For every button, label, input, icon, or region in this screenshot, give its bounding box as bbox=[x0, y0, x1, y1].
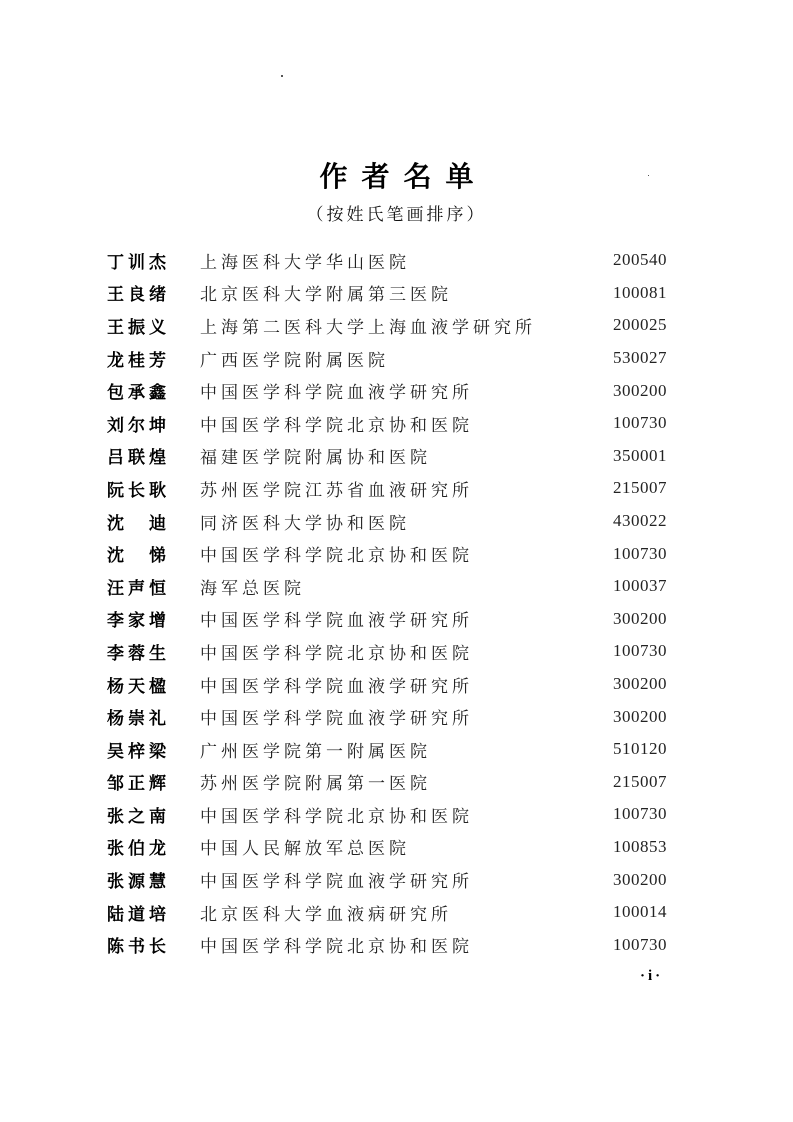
author-institution: 北京医科大学附属第三医院 bbox=[200, 285, 452, 306]
author-name: 吕联煌 bbox=[107, 448, 170, 469]
author-institution: 苏州医学院江苏省血液研究所 bbox=[200, 480, 473, 501]
author-postcode: 300200 bbox=[613, 608, 667, 628]
author-postcode: 100730 bbox=[613, 641, 667, 661]
author-postcode: 300200 bbox=[613, 380, 667, 400]
author-name: 丁训杰 bbox=[107, 252, 170, 273]
author-institution: 中国医学科学院血液学研究所 bbox=[200, 676, 473, 697]
author-postcode: 430022 bbox=[613, 511, 667, 531]
author-postcode: 200025 bbox=[613, 315, 667, 335]
author-postcode: 215007 bbox=[613, 478, 667, 498]
author-institution: 上海医科大学华山医院 bbox=[200, 252, 410, 273]
author-institution: 广州医学院第一附属医院 bbox=[200, 741, 431, 762]
author-name: 陆道培 bbox=[107, 904, 170, 925]
page-title: 作者名单 bbox=[319, 160, 488, 193]
author-row bbox=[107, 537, 667, 570]
author-name: 沈 悌 bbox=[107, 546, 170, 567]
author-institution: 中国医学科学院北京协和医院 bbox=[200, 546, 473, 567]
author-institution: 中国医学科学院血液学研究所 bbox=[200, 383, 473, 404]
author-row bbox=[107, 766, 667, 799]
author-institution: 广西医学院附属医院 bbox=[200, 350, 389, 371]
author-institution: 苏州医学院附属第一医院 bbox=[200, 774, 431, 795]
author-row bbox=[107, 407, 667, 440]
author-row bbox=[107, 831, 667, 864]
author-institution: 中国医学科学院血液学研究所 bbox=[200, 872, 473, 893]
author-institution: 福建医学院附属协和医院 bbox=[200, 448, 431, 469]
author-row bbox=[107, 244, 667, 277]
author-row bbox=[107, 342, 667, 375]
author-row bbox=[107, 505, 667, 538]
author-name: 邹正辉 bbox=[107, 774, 170, 795]
author-row bbox=[107, 472, 667, 505]
author-row bbox=[107, 733, 667, 766]
author-name: 李家增 bbox=[107, 611, 170, 632]
author-institution: 上海第二医科大学上海血液学研究所 bbox=[200, 317, 536, 338]
author-row bbox=[107, 896, 667, 929]
author-row bbox=[107, 928, 667, 961]
author-name: 王良绪 bbox=[107, 285, 170, 306]
author-postcode: 350001 bbox=[613, 445, 667, 465]
author-row bbox=[107, 309, 667, 342]
author-postcode: 215007 bbox=[613, 771, 667, 791]
author-institution: 中国医学科学院北京协和医院 bbox=[200, 415, 473, 436]
author-postcode: 100730 bbox=[613, 804, 667, 824]
author-postcode: 510120 bbox=[613, 739, 667, 759]
scan-speck bbox=[281, 75, 283, 77]
author-name: 包承鑫 bbox=[107, 383, 170, 404]
author-institution: 中国人民解放军总医院 bbox=[200, 839, 410, 860]
author-postcode: 100730 bbox=[613, 934, 667, 954]
author-postcode: 100730 bbox=[613, 543, 667, 563]
author-postcode: 300200 bbox=[613, 706, 667, 726]
author-row bbox=[107, 374, 667, 407]
author-row bbox=[107, 440, 667, 473]
author-name: 张伯龙 bbox=[107, 839, 170, 860]
author-postcode: 100730 bbox=[613, 413, 667, 433]
author-name: 陈书长 bbox=[107, 937, 170, 958]
page-subtitle: （按姓氏笔画排序） bbox=[306, 205, 487, 225]
author-postcode: 100014 bbox=[613, 902, 667, 922]
author-name: 杨崇礼 bbox=[107, 709, 170, 730]
author-name: 龙桂芳 bbox=[107, 350, 170, 371]
author-name: 王振义 bbox=[107, 317, 170, 338]
author-postcode: 200540 bbox=[613, 250, 667, 270]
author-name: 沈 迪 bbox=[107, 513, 170, 534]
author-postcode: 300200 bbox=[613, 869, 667, 889]
author-institution: 中国医学科学院血液学研究所 bbox=[200, 709, 473, 730]
author-institution: 海军总医院 bbox=[200, 578, 305, 599]
author-row bbox=[107, 277, 667, 310]
author-institution: 中国医学科学院北京协和医院 bbox=[200, 643, 473, 664]
author-postcode: 530027 bbox=[613, 348, 667, 368]
author-row bbox=[107, 668, 667, 701]
author-name: 阮长耿 bbox=[107, 480, 170, 501]
author-row bbox=[107, 863, 667, 896]
author-name: 张之南 bbox=[107, 806, 170, 827]
author-postcode: 100037 bbox=[613, 576, 667, 596]
author-name: 吴梓梁 bbox=[107, 741, 170, 762]
author-row bbox=[107, 603, 667, 636]
author-name: 杨天楹 bbox=[107, 676, 170, 697]
author-institution: 北京医科大学血液病研究所 bbox=[200, 904, 452, 925]
author-name: 刘尔坤 bbox=[107, 415, 170, 436]
author-postcode: 300200 bbox=[613, 674, 667, 694]
author-row bbox=[107, 570, 667, 603]
author-row bbox=[107, 798, 667, 831]
page-number: ·i· bbox=[640, 968, 664, 984]
author-institution: 同济医科大学协和医院 bbox=[200, 513, 410, 534]
author-postcode: 100853 bbox=[613, 836, 667, 856]
author-row bbox=[107, 635, 667, 668]
author-name: 张源慧 bbox=[107, 872, 170, 893]
author-row bbox=[107, 700, 667, 733]
author-postcode: 100081 bbox=[613, 282, 667, 302]
author-name: 李蓉生 bbox=[107, 643, 170, 664]
author-name: 汪声恒 bbox=[107, 578, 170, 599]
author-list bbox=[107, 244, 667, 961]
author-institution: 中国医学科学院北京协和医院 bbox=[200, 806, 473, 827]
author-institution: 中国医学科学院北京协和医院 bbox=[200, 937, 473, 958]
author-institution: 中国医学科学院血液学研究所 bbox=[200, 611, 473, 632]
